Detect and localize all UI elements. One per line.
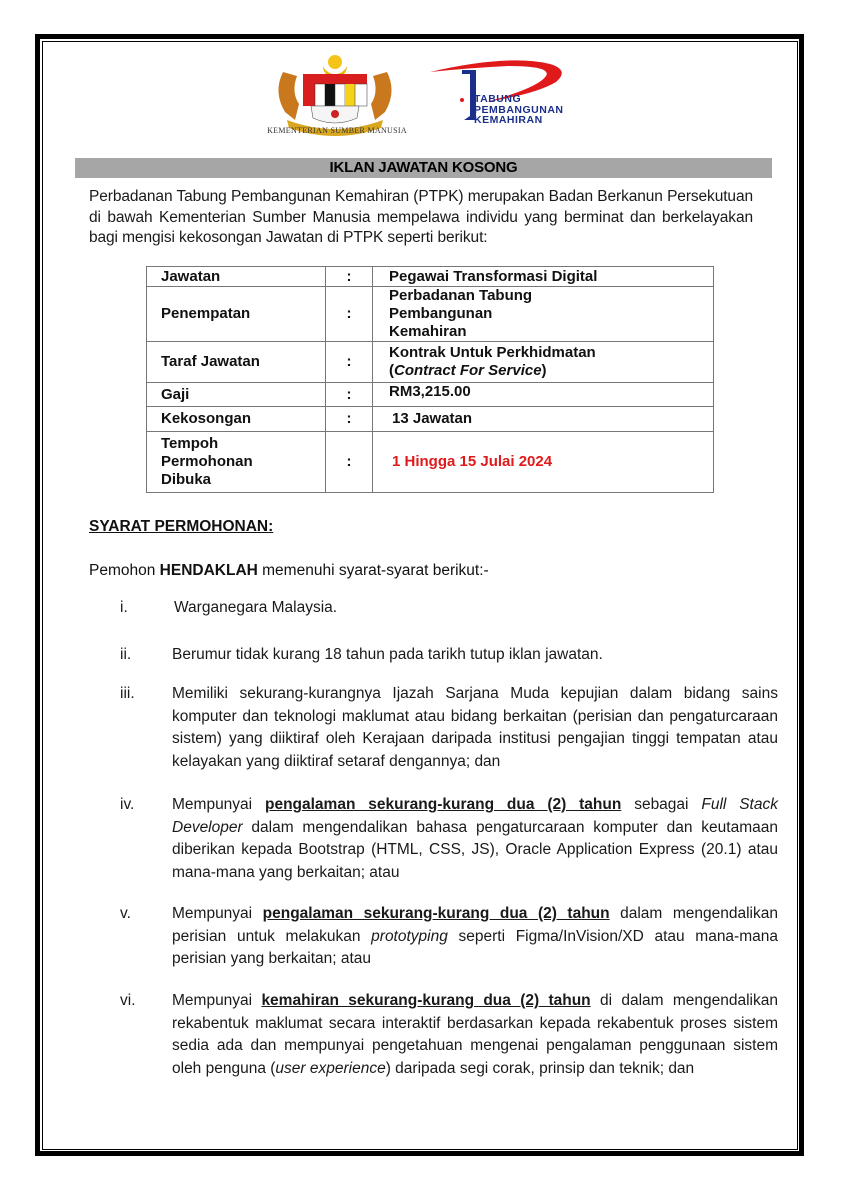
paren-close: ) xyxy=(541,362,547,379)
table-row xyxy=(147,383,714,407)
intro-paragraph: Perbadanan Tabung Pembangunan Kemahiran (PTPK) merupakan Badan Berkanun Persekutuan di bawah Kementerian Sumber Manusia mempelawa individu yang berminat dan berkelayakan bagi mengisi kekosongan Jawatan di PTPK seperti berikut: xyxy=(89,188,753,246)
italic-text: Full Stack Developer xyxy=(172,796,778,836)
row-value: 13 Jawatan xyxy=(373,407,714,432)
row-label: Taraf Jawatan xyxy=(147,342,326,383)
row-separator: : xyxy=(326,342,373,383)
item-text xyxy=(172,903,778,971)
row-separator: : xyxy=(326,267,373,287)
heading-bar xyxy=(75,158,772,178)
item-text: Memiliki sekurang-kurangnya Ijazah Sarjana Muda kepujian dalam bidang sains komputer dan teknologi maklumat atau bidang berkaitan (perisian dan pengaturcaraan sistem) yang diiktiraf oleh Kerajaan daripada institusi pengajian tinggi tempatan atau kelayakan yang diiktiraf setaraf dengannya; dan xyxy=(172,685,778,770)
row-label: Tempoh Permohonan Dibuka xyxy=(147,432,326,493)
row-value-sub xyxy=(389,362,713,380)
emphasis-text: pengalaman sekurang-kurang dua (2) tahun xyxy=(264,796,622,813)
intro-post: memenuhi syarat-syarat berikut:- xyxy=(257,562,489,579)
emphasis-text: kemahiran sekurang-kurang dua (2) tahun xyxy=(261,992,591,1009)
item-number: vi. xyxy=(120,992,136,1009)
ptpk-line-3: KEMAHIRAN xyxy=(474,114,543,126)
item-number: iii. xyxy=(120,685,135,702)
ministry-caption: KEMENTERIAN SUMBER MANUSIA xyxy=(267,126,407,135)
italic-text: prototyping xyxy=(371,927,448,945)
text-part: dalam mengendalikan bahasa pengaturcaraan komputer dan keutamaan diberikan kepada Bootstrap (HTML, CSS, JS), Oracle Application Express (20.1) atau mana-mana yang berkaitan; atau xyxy=(172,818,778,881)
item-number: v. xyxy=(120,905,131,922)
table-row xyxy=(147,342,714,383)
text-part: Mempunyai xyxy=(172,905,263,922)
row-value: RM3,215.00 xyxy=(373,383,714,407)
paren-open: ( xyxy=(389,362,394,379)
emphasis-text: pengalaman sekurang-kurang dua (2) tahun xyxy=(262,905,610,922)
row-label: Jawatan xyxy=(147,267,326,287)
ptpk-line-1: TABUNG xyxy=(474,93,522,105)
ptpk-line-2: PEMBANGUNAN xyxy=(474,103,564,116)
application-period-value: 1 Hingga 15 Julai 2024 xyxy=(373,432,714,493)
intro-bold: HENDAKLAH xyxy=(159,562,258,579)
row-value xyxy=(373,342,714,383)
table-row xyxy=(147,407,714,432)
table-row xyxy=(147,287,714,342)
row-separator: : xyxy=(326,432,373,493)
table-row xyxy=(147,432,714,493)
text-part: di dalam mengendalikan rekabentuk maklumat secara interaktif berdasarkan kepada rekabentuk proses sistem sedia ada dan mempunyai pengetahuan mengenai pengalaman penggunaan sistem oleh penguna ( xyxy=(172,992,778,1077)
row-label: Penempatan xyxy=(147,287,326,342)
page-title: IKLAN JAWATAN KOSONG xyxy=(329,159,518,176)
row-separator: : xyxy=(326,287,373,342)
row-value-main: Kontrak Untuk Perkhidmatan xyxy=(389,344,596,361)
text-part: Mempunyai xyxy=(172,796,265,813)
text-part: Mempunyai xyxy=(172,992,262,1009)
row-separator: : xyxy=(326,383,373,407)
italic-text: user experience xyxy=(275,1059,386,1077)
text-part: dalam mengendalikan perisian untuk melakukan xyxy=(172,905,778,945)
row-label: Kekosongan xyxy=(147,407,326,432)
row-label: Gaji xyxy=(147,383,326,407)
item-number: i. xyxy=(120,599,128,616)
text-part: seperti Figma/InVision/XD atau mana-mana perisian yang berkaitan; atau xyxy=(172,927,778,967)
table-row xyxy=(147,267,714,287)
requirements-intro xyxy=(89,562,489,580)
row-value: Perbadanan Tabung Pembangunan Kemahiran xyxy=(373,287,714,342)
item-text xyxy=(172,990,778,1080)
row-separator: : xyxy=(326,407,373,432)
item-text xyxy=(172,794,778,884)
item-number: ii. xyxy=(120,646,132,663)
ptpk-logo-text xyxy=(474,94,564,126)
item-text: Berumur tidak kurang 18 tahun pada tarikh tutup iklan jawatan. xyxy=(172,646,603,663)
requirements-heading: SYARAT PERMOHONAN: xyxy=(89,518,274,535)
row-value: Pegawai Transformasi Digital xyxy=(373,267,714,287)
item-text: Warganegara Malaysia. xyxy=(174,599,338,616)
row-value-italic: Contract For Service xyxy=(394,362,542,379)
item-number: iv. xyxy=(120,796,135,813)
job-info-table xyxy=(146,266,714,493)
intro-pre: Pemohon xyxy=(89,562,160,579)
text-part: sebagai xyxy=(621,796,702,813)
text-part: ) daripada segi corak, prinsip dan teknik; dan xyxy=(385,1059,695,1077)
